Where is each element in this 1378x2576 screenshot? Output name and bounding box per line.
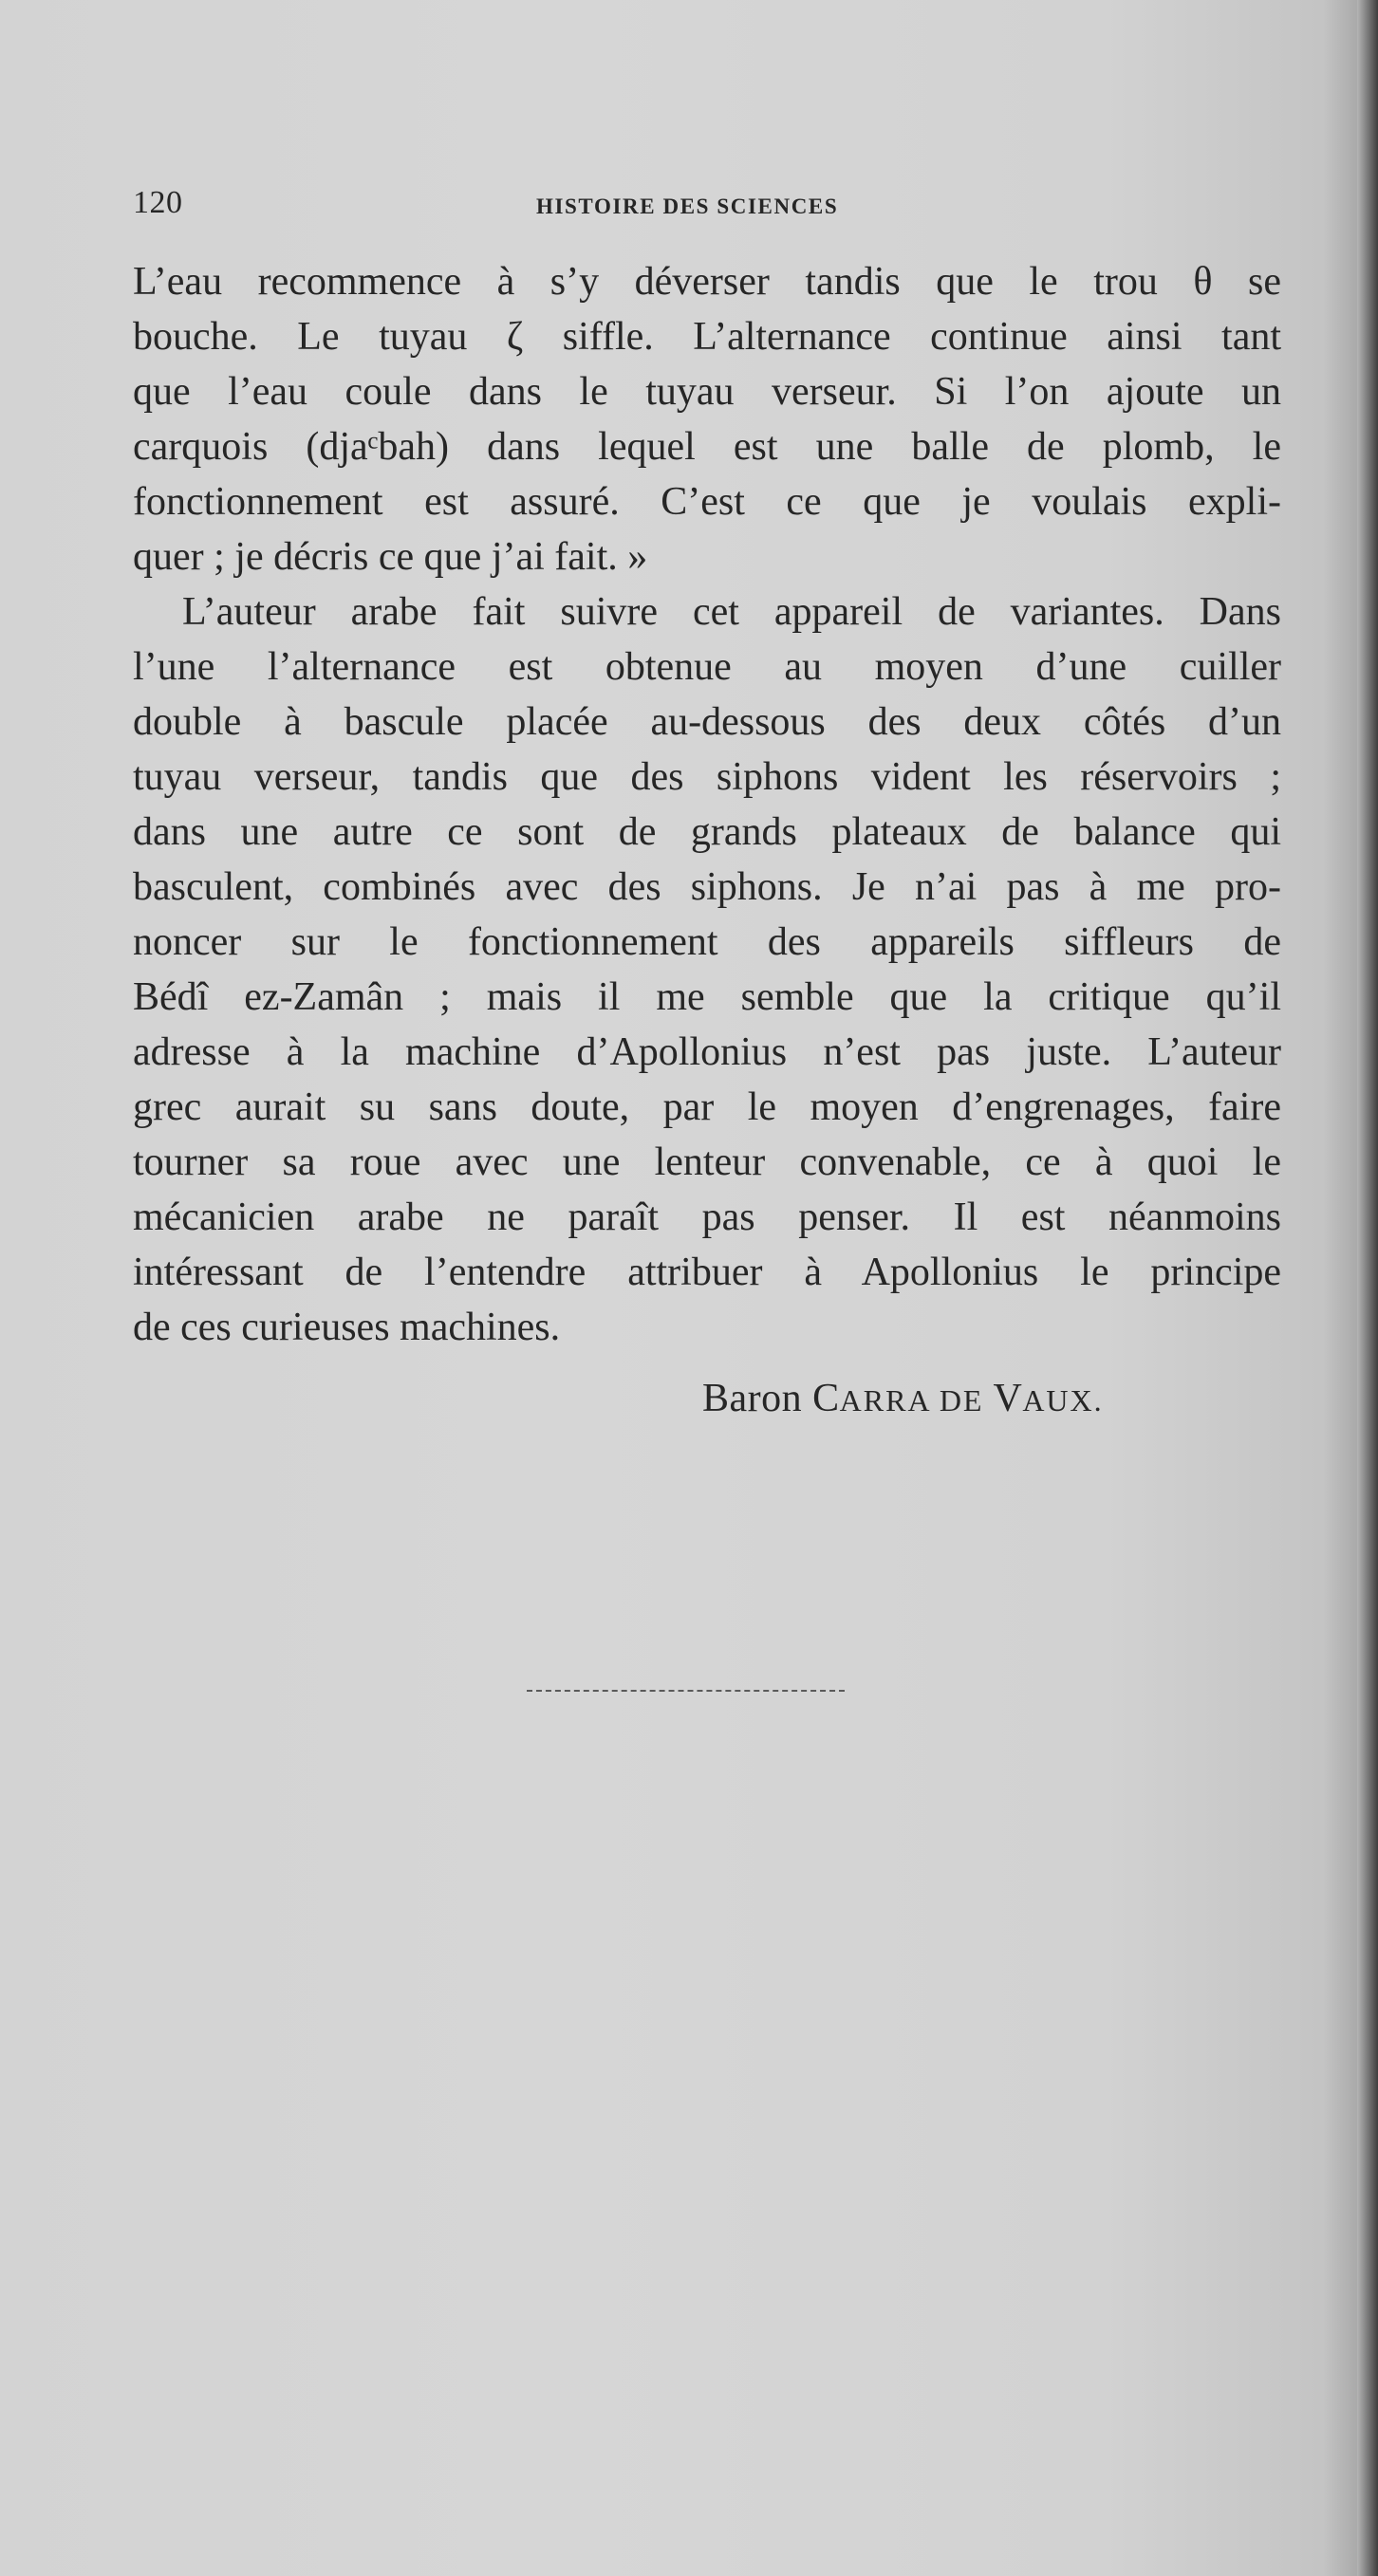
signature-small-caps: ARRA DE xyxy=(839,1383,994,1418)
signature-prefix: Baron xyxy=(702,1377,813,1420)
running-title: HISTOIRE DES SCIENCES xyxy=(536,195,839,218)
text-line: carquois (djaᶜbah) dans lequel est une balle de plomb, le xyxy=(133,425,1281,469)
text-line: intéressant de l’entendre attribuer à Apollonius le principe xyxy=(133,1251,1281,1294)
text-line: L’eau recommence à s’y déverser tandis que le trou θ se xyxy=(133,260,1281,304)
signature-small-caps: AUX. xyxy=(1022,1383,1104,1418)
text-line: dans une autre ce sont de grands plateaux de balance qui xyxy=(133,810,1281,854)
text-line: quer ; je décris ce que j’ai fait. » xyxy=(133,535,648,579)
section-end-rule xyxy=(527,1690,845,1692)
text-line: grec aurait su sans doute, par le moyen d’engrenages, faire xyxy=(133,1085,1281,1129)
body-text xyxy=(133,254,1281,1355)
author-signature xyxy=(702,1376,1104,1421)
page-binding-edge xyxy=(1357,0,1378,2576)
text-line: mécanicien arabe ne paraît pas penser. Il est néanmoins xyxy=(133,1195,1281,1239)
text-line: noncer sur le fonctionnement des appareils siffleurs de xyxy=(133,920,1281,964)
text-line: l’une l’alternance est obtenue au moyen d’une cuiller xyxy=(133,645,1281,689)
paragraph-start-line: L’auteur arabe fait suivre cet appareil de variantes. Dans xyxy=(182,590,1281,634)
signature-capital: V xyxy=(993,1377,1023,1420)
text-line: basculent, combinés avec des siphons. Je n’ai pas à me pro- xyxy=(133,865,1281,909)
page-number: 120 xyxy=(133,185,183,220)
text-line: fonctionnement est assuré. C’est ce que je voulais expli- xyxy=(133,480,1281,524)
text-line: que l’eau coule dans le tuyau verseur. Si l’on ajoute un xyxy=(133,370,1281,414)
text-line: adresse à la machine d’Apollonius n’est pas juste. L’auteur xyxy=(133,1030,1281,1074)
text-line: Bédî ez-Zamân ; mais il me semble que la critique qu’il xyxy=(133,975,1281,1019)
signature-capital: C xyxy=(812,1377,840,1420)
text-line: bouche. Le tuyau ζ siffle. L’alternance continue ainsi tant xyxy=(133,315,1281,359)
text-line: de ces curieuses machines. xyxy=(133,1306,561,1349)
text-line: tourner sa roue avec une lenteur convenable, ce à quoi le xyxy=(133,1140,1281,1184)
running-head xyxy=(133,185,1281,223)
text-line: double à bascule placée au-dessous des deux côtés d’un xyxy=(133,700,1281,744)
text-line: tuyau verseur, tandis que des siphons vident les réservoirs ; xyxy=(133,755,1281,799)
